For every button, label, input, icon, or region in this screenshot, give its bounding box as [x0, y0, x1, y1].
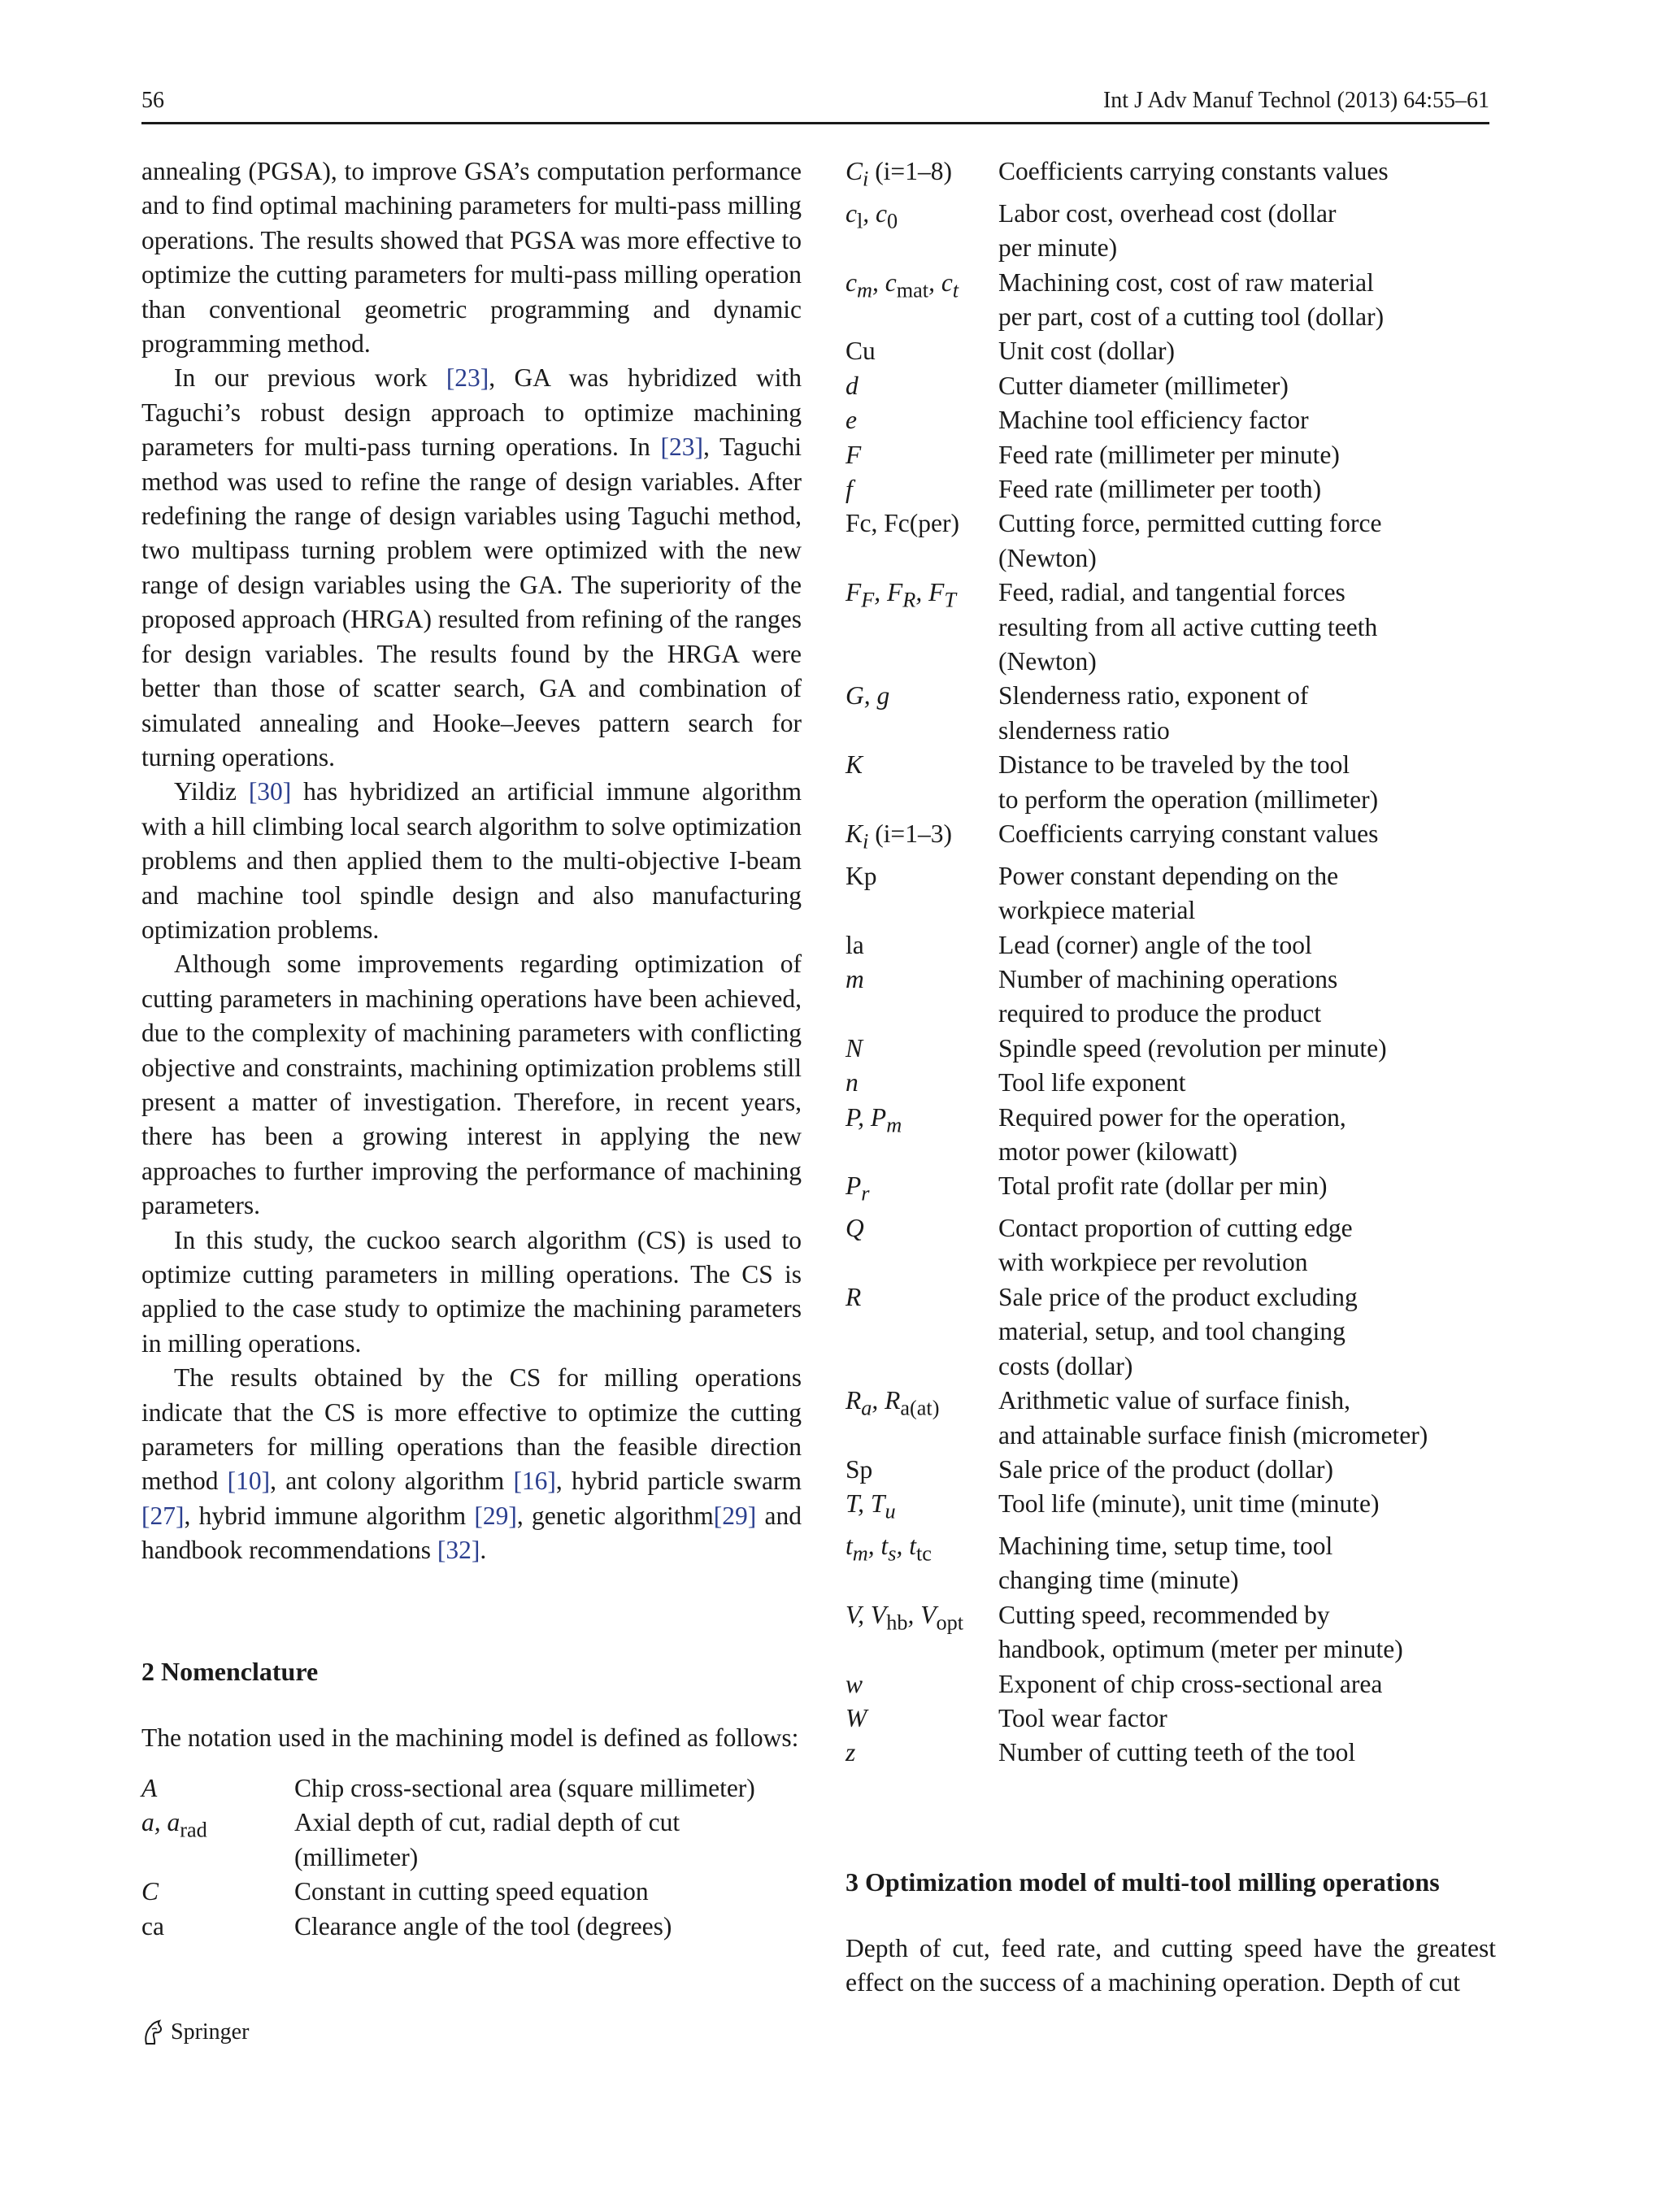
nomenclature-entry: d Cutter diameter (millimeter)	[846, 371, 1289, 400]
paragraph-improvements: Although some improvements regarding optimization of cutting parameters in machining operations have been achieved, due to the complexity of machining parameters with conflicting objective and constraints, machining optimization problems still present a matter of investigation. Therefore, in recent years, there has been a growing interest in applying the new approaches to further improving the performance of machining parameters.	[141, 950, 802, 1220]
citation-link[interactable]: [29]	[474, 1501, 517, 1530]
nomenclature-entry: $C_i$ (i=1–8) Coefficients carrying constants values	[846, 157, 1389, 191]
journal-citation: Int J Adv Manuf Technol (2013) 64:55–61	[1102, 88, 1489, 113]
nomenclature-entry: W Tool wear factor	[846, 1704, 1167, 1733]
citation-link[interactable]: [30]	[248, 777, 292, 806]
right-column	[846, 154, 1496, 2001]
nomenclature-entry: V, $V_{hb}$, $V_{opt}$ Cutting speed, recommended by handbook, optimum (meter per minute)	[846, 1600, 1403, 1664]
nomenclature-entry: N Spindle speed (revolution per minute)	[846, 1033, 1387, 1063]
nomenclature-entry: K Distance to be traveled by the tool to perform the operation (millimeter)	[846, 750, 1379, 814]
nomenclature-entry: P, $P_m$ Required power for the operation, motor power (kilowatt)	[846, 1102, 1346, 1166]
nomenclature-entry: $P_r$ Total profit rate (dollar per min)	[846, 1171, 1328, 1206]
citation-link[interactable]: [16]	[513, 1467, 556, 1496]
nomenclature-entry: Cu Unit cost (dollar)	[846, 337, 1175, 366]
nomenclature-entry: w Exponent of chip cross-sectional area	[846, 1669, 1383, 1698]
nomenclature-entry: Q Contact proportion of cutting edge with workpiece per revolution	[846, 1214, 1353, 1277]
nomenclature-entry: z Number of cutting teeth of the tool	[846, 1738, 1356, 1767]
citation-link[interactable]: [32]	[437, 1536, 480, 1565]
nomenclature-entry: T, $T_u$ Tool life (minute), unit time (minute)	[846, 1489, 1380, 1523]
nomenclature-entry: Sp Sale price of the product (dollar)	[846, 1454, 1333, 1484]
section-heading-optimization-model: 3 Optimization model of multi-tool milling operations	[846, 1867, 1440, 1897]
nomenclature-list-left	[141, 1771, 802, 1944]
paragraph-previous-work: In our previous work [23], GA was hybridized with Taguchi’s robust design approach to optimize machining parameters for multi-pass turning operations. In [23], Taguchi method was used to refine the range of design variables. After redefining the range of design variables using Taguchi method, two multipass turning problem were optimized with the new range of design variables using the GA. The superiority of the proposed approach (HRGA) resulted from refining of the ranges for design variables. The results found by the HRGA were better than those of scatter search, GA and combination of simulated annealing and Hooke–Jeeves pattern search for turning operations.	[141, 363, 802, 771]
publisher-name: Springer	[171, 2019, 250, 2045]
nomenclature-entry: G, g Slenderness ratio, exponent of slenderness ratio	[846, 681, 1309, 745]
nomenclature-intro: The notation used in the machining model is defined as follows:	[141, 1723, 799, 1752]
nomenclature-list-right	[846, 154, 1496, 1771]
nomenclature-entry: e Machine tool efficiency factor	[846, 406, 1309, 435]
nomenclature-entry: la Lead (corner) angle of the tool	[846, 930, 1312, 959]
nomenclature-entry: $t_m$, $t_s$, $t_{tc}$ Machining time, setup time, tool changing time (minute)	[846, 1532, 1333, 1595]
nomenclature-entry: A Chip cross-sectional area (square millimeter)	[141, 1774, 755, 1803]
paragraph-this-study: In this study, the cuckoo search algorithm (CS) is used to optimize cutting parameters in milling operations. The CS is applied to the case study to optimize the machining parameters in milling operations.	[141, 1225, 802, 1358]
nomenclature-entry: $R_a$, $R_{a(at)}$ Arithmetic value of surface finish, and attainable surface finish (micrometer)	[846, 1386, 1428, 1449]
citation-link[interactable]: [29]	[713, 1501, 757, 1530]
nomenclature-entry: $c_l$, $c_0$ Labor cost, overhead cost (dollar per minute)	[846, 198, 1337, 263]
nomenclature-entry: $c_m$, $c_{mat}$, $c_t$ Machining cost, cost of raw material per part, cost of a cutting tool (dollar)	[846, 267, 1385, 331]
nomenclature-entry: n Tool life exponent	[846, 1068, 1186, 1097]
paragraph-results: The results obtained by the CS for milling operations indicate that the CS is more effective to optimize the cutting parameters for milling operations than the feasible direction method [10], ant colony algorithm [16], hybrid particle swarm [27], hybrid immune algorithm [29], genetic algorithm[29] and handbook recommendations [32].	[141, 1363, 802, 1565]
nomenclature-entry: Fc, Fc(per) Cutting force, permitted cutting force (Newton)	[846, 509, 1382, 572]
left-column	[141, 154, 802, 1944]
citation-link[interactable]: [27]	[141, 1501, 185, 1530]
citation-link[interactable]: [10]	[227, 1467, 271, 1496]
nomenclature-entry: f Feed rate (millimeter per tooth)	[846, 474, 1322, 503]
nomenclature-entry: F Feed rate (millimeter per minute)	[846, 440, 1340, 469]
nomenclature-entry: $K_i$ (i=1–3) Coefficients carrying constant values	[846, 819, 1379, 854]
paragraph-pgsa: annealing (PGSA), to improve GSA’s computation performance and to find optimal machining parameters for multi-pass milling operations. The results showed that PGSA was more effective to optimize the cutting parameters for multi-pass milling operation than conventional geometric programming and dynamic programming method.	[141, 157, 802, 359]
nomenclature-entry: R Sale price of the product excluding material, setup, and tool changing costs (dollar)	[846, 1282, 1358, 1380]
publisher-footer	[141, 2019, 249, 2045]
nomenclature-entry: m Number of machining operations required to produce the product	[846, 964, 1338, 1028]
paragraph-depth-of-cut: Depth of cut, feed rate, and cutting speed have the greatest effect on the success of a machining operation. Depth of cut	[846, 1933, 1496, 1997]
nomenclature-entry: $F_F$, $F_R$, $F_T$ Feed, radial, and tangential forces resulting from all active cutting teeth (Newton)	[846, 578, 1378, 676]
page-number: 56	[141, 88, 164, 113]
nomenclature-entry: ca Clearance angle of the tool (degrees)	[141, 1911, 672, 1940]
springer-horse-icon	[141, 2019, 164, 2045]
header-rule	[141, 122, 1489, 124]
citation-link[interactable]: [23]	[660, 432, 704, 462]
citation-link[interactable]: [23]	[446, 363, 489, 393]
section-heading-nomenclature: 2 Nomenclature	[141, 1656, 319, 1686]
nomenclature-entry: C Constant in cutting speed equation	[141, 1877, 649, 1906]
paragraph-yildiz: Yildiz [30] has hybridized an artificial immune algorithm with a hill climbing local search algorithm to solve optimization problems and then applied them to the multi-objective I-beam and machine tool spindle design and also manufacturing optimization problems.	[141, 777, 802, 944]
nomenclature-entry: a, $a_{rad}$ Axial depth of cut, radial depth of cut (millimeter)	[141, 1808, 680, 1871]
nomenclature-entry: Kp Power constant depending on the workpiece material	[846, 861, 1339, 925]
